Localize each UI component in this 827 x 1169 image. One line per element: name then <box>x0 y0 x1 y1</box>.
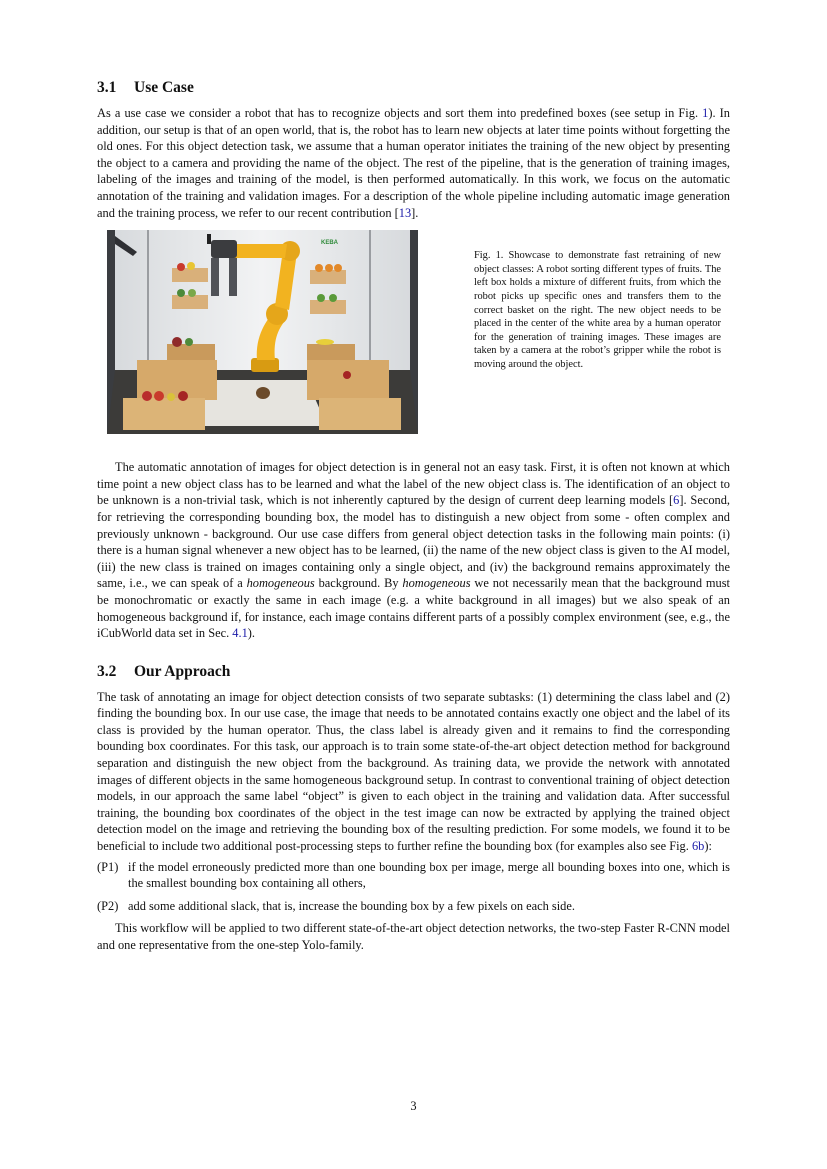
page-number: 3 <box>410 1099 417 1113</box>
robot-sorting-photo <box>107 230 418 434</box>
keba-logo-text: KEBA <box>321 240 339 247</box>
paragraph-approach: The task of annotating an image for object detection consists of two separate subtasks: (1) determining the class label and (2) finding the bounding box. In our use case, the image that needs to be annotated contains exactly one object and the label of its class is provided by the human operator. Thus, the class label is already given and it remains to find the corresponding bounding box coordinates. For this task, our approach is to train some state-of-the-art object detection method for background separation and distinguish the new object from the background. As training data, we provide the network with annotated images of different objects in the same homogeneous background setup. In contrast to conventional training of object detection models, in our approach the same label “object” is given to each object in the training and validation data. After successful training, the bounding box coordinates of the object in the test image can now be extracted by applying the trained object detection model on the image and retrieving the bounding box of the resulting prediction. For some models, we found it to be beneficial to include two additional post-processing steps to further refine the bounding box (for examples also see Fig. 6b): <box>97 689 730 854</box>
citation-6-link[interactable]: 6 <box>673 493 680 508</box>
list-item: (P2) add some additional slack, that is, increase the bounding box by a few pixels on each side. <box>97 898 575 913</box>
fig-6b-link[interactable]: 6b <box>691 839 705 854</box>
section-heading-our-approach: 3.2 Our Approach <box>97 662 231 680</box>
section-heading-use-case: 3.1 Use Case <box>97 79 194 96</box>
paragraph-annotation-challenges: The automatic annotation of images for object detection is in general not an easy task. First, it is often not known at which time point a new object class has to be learned and what the label of the new object class is. The identification of an object to be unknown is a non-trivial task, which is not inherently captured by the design of current deep learning models [6]. Second, for retrieving the corresponding bounding box, the model has to distinguish a new object from some - often complex and previously unknown - background. Our use case differs from general object detection tasks in the following main points: (i) there is a human signal whenever a new object has to be learned, (ii) the name of the new object class is given to the AI model, (iii) the new class is trained on images containing only a single object, and (iv) the background remains approximately the same, i.e., we can speak of a homogeneous background. By homogeneous we not necessarily mean that the background must be monochromatic or exactly the same in each image (e.g. a white background in all images) but we also speak of an homogeneous background if, for instance, each image contains different parts of a possibly complex environment (see, e.g., the iCubWorld data set in Sec. 4.1). <box>97 460 731 641</box>
list-item: (P1) if the model erroneously predicted more than one bounding box per image, merge all bounding boxes into one, which is the smallest bounding box containing all others, <box>97 859 730 891</box>
paragraph-workflow: This workflow will be applied to two different state-of-the-art object detection networks, the two-step Faster R-CNN model and one representative from the one-step Yolo-family. <box>97 921 730 952</box>
figure-1-caption: Fig. 1. Showcase to demonstrate fast retraining of new object classes: A robot sorting different types of fruits. The left box holds a mixture of different fruits, from which the robot picks up specific ones and transfers them to the correct basket on the right. The new object needs to be placed in the center of the white area by a human operator for the generation of training images. These images are taken by a camera at the robot’s gripper while the robot is moving around the object. <box>474 250 721 370</box>
citation-13-link[interactable]: 13 <box>398 205 412 220</box>
section-4-1-link[interactable]: 4.1 <box>232 626 248 641</box>
post-processing-list <box>97 859 730 915</box>
page-content <box>97 78 730 954</box>
paragraph-use-case-intro: As a use case we consider a robot that has to recognize objects and sort them into predefined boxes (see setup in Fig. 1). In addition, our setup is that of an open world, that is, the robot has to learn new objects at later time points without forgetting the old ones. For this object detection task, we assume that a human operator initiates the training of the new object by presenting the object to a camera and providing the name of the object. The rest of the pipeline, that is the generation of training images, labeling of the images and training of the model, is then performed automatically. In this work, we focus on the automatic annotation of the training and validation images. For a description of the whole pipeline including automatic image generation and the training process, we refer to our recent contribution [13]. <box>97 106 730 220</box>
figure-1 <box>97 230 730 436</box>
fig-1-link[interactable]: 1 <box>702 106 709 120</box>
